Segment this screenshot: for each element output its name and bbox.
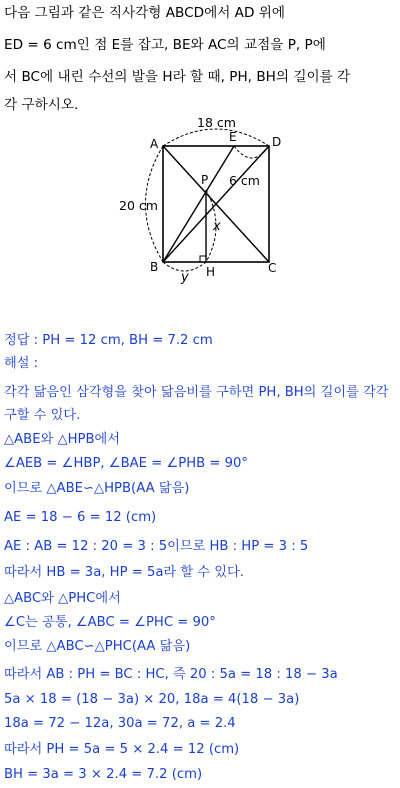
label-y: y	[181, 270, 189, 284]
problem-line-3: 서 BC에 내린 수선의 발을 H라 할 때, PH, BH의 길이를 각	[4, 69, 351, 85]
explanation-line-16: BH = 3a = 3 × 2.4 = 7.2 (cm)	[4, 767, 203, 782]
explanation-line-10: ∠C는 공통, ∠ABC = ∠PHC = 90°	[4, 615, 216, 630]
vertex-e: E	[229, 130, 237, 144]
explanation-line-15: 따라서 PH = 5a = 5 × 2.4 = 12 (cm)	[4, 742, 240, 757]
explanation-line-13: 5a × 18 = (18 − 3a) × 20, 18a = 4(18 − 3a)	[4, 692, 300, 707]
explanation-line-2: 구할 수 있다.	[4, 408, 81, 423]
vertex-a: A	[150, 137, 159, 151]
explanation-line-6: AE = 18 − 6 = 12 (cm)	[4, 510, 157, 525]
explanation-line-14: 18a = 72 − 12a, 30a = 72, a = 2.4	[4, 716, 236, 731]
geometry-figure	[110, 112, 300, 284]
dimension-arc-top	[163, 129, 269, 146]
problem-line-2: ED = 6 cm인 점 E를 잡고, BE와 AC의 교점을 P, P에	[4, 37, 326, 53]
explanation-line-3: △ABE와 △HPB에서	[4, 432, 121, 447]
explanation-line-1: 각각 닮음인 삼각형을 찾아 닮음비를 구하면 PH, BH의 길이를 각각	[4, 385, 389, 400]
vertex-b: B	[150, 260, 159, 274]
explanation-line-4: ∠AEB = ∠HBP, ∠BAE = ∠PHB = 90°	[4, 456, 248, 471]
label-18cm: 18 cm	[197, 115, 236, 130]
problem-line-1: 다음 그림과 같은 직사각형 ABCD에서 AD 위에	[4, 5, 286, 21]
label-6cm: 6 cm	[229, 173, 260, 188]
explanation-line-9: △ABC와 △PHC에서	[4, 591, 121, 606]
dimension-arc-ed	[234, 146, 269, 158]
explanation-line-5: 이므로 △ABE∽△HPB(AA 닮음)	[4, 481, 190, 496]
explanation-header: 해설 :	[4, 356, 39, 371]
explanation-line-8: 따라서 HB = 3a, HP = 5a라 할 수 있다.	[4, 565, 244, 580]
vertex-c: C	[268, 261, 277, 275]
vertex-h: H	[206, 265, 216, 279]
problem-line-4: 각 구하시오.	[4, 97, 79, 113]
explanation-line-7: AE : AB = 12 : 20 = 3 : 5이므로 HB : HP = 3 : 5	[4, 539, 309, 554]
right-angle-mark	[200, 256, 206, 262]
label-20cm: 20 cm	[119, 198, 158, 213]
segment-be	[163, 146, 234, 262]
answer-line: 정답 : PH = 12 cm, BH = 7.2 cm	[4, 333, 213, 348]
explanation-line-12: 따라서 AB : PH = BC : HC, 즉 20 : 5a = 18 : 18 − 3a	[4, 667, 338, 682]
vertex-d: D	[272, 135, 282, 149]
explanation-line-11: 이므로 △ABC∽△PHC(AA 닮음)	[4, 639, 191, 654]
vertex-p: P	[201, 173, 209, 187]
label-x: x	[213, 219, 221, 234]
